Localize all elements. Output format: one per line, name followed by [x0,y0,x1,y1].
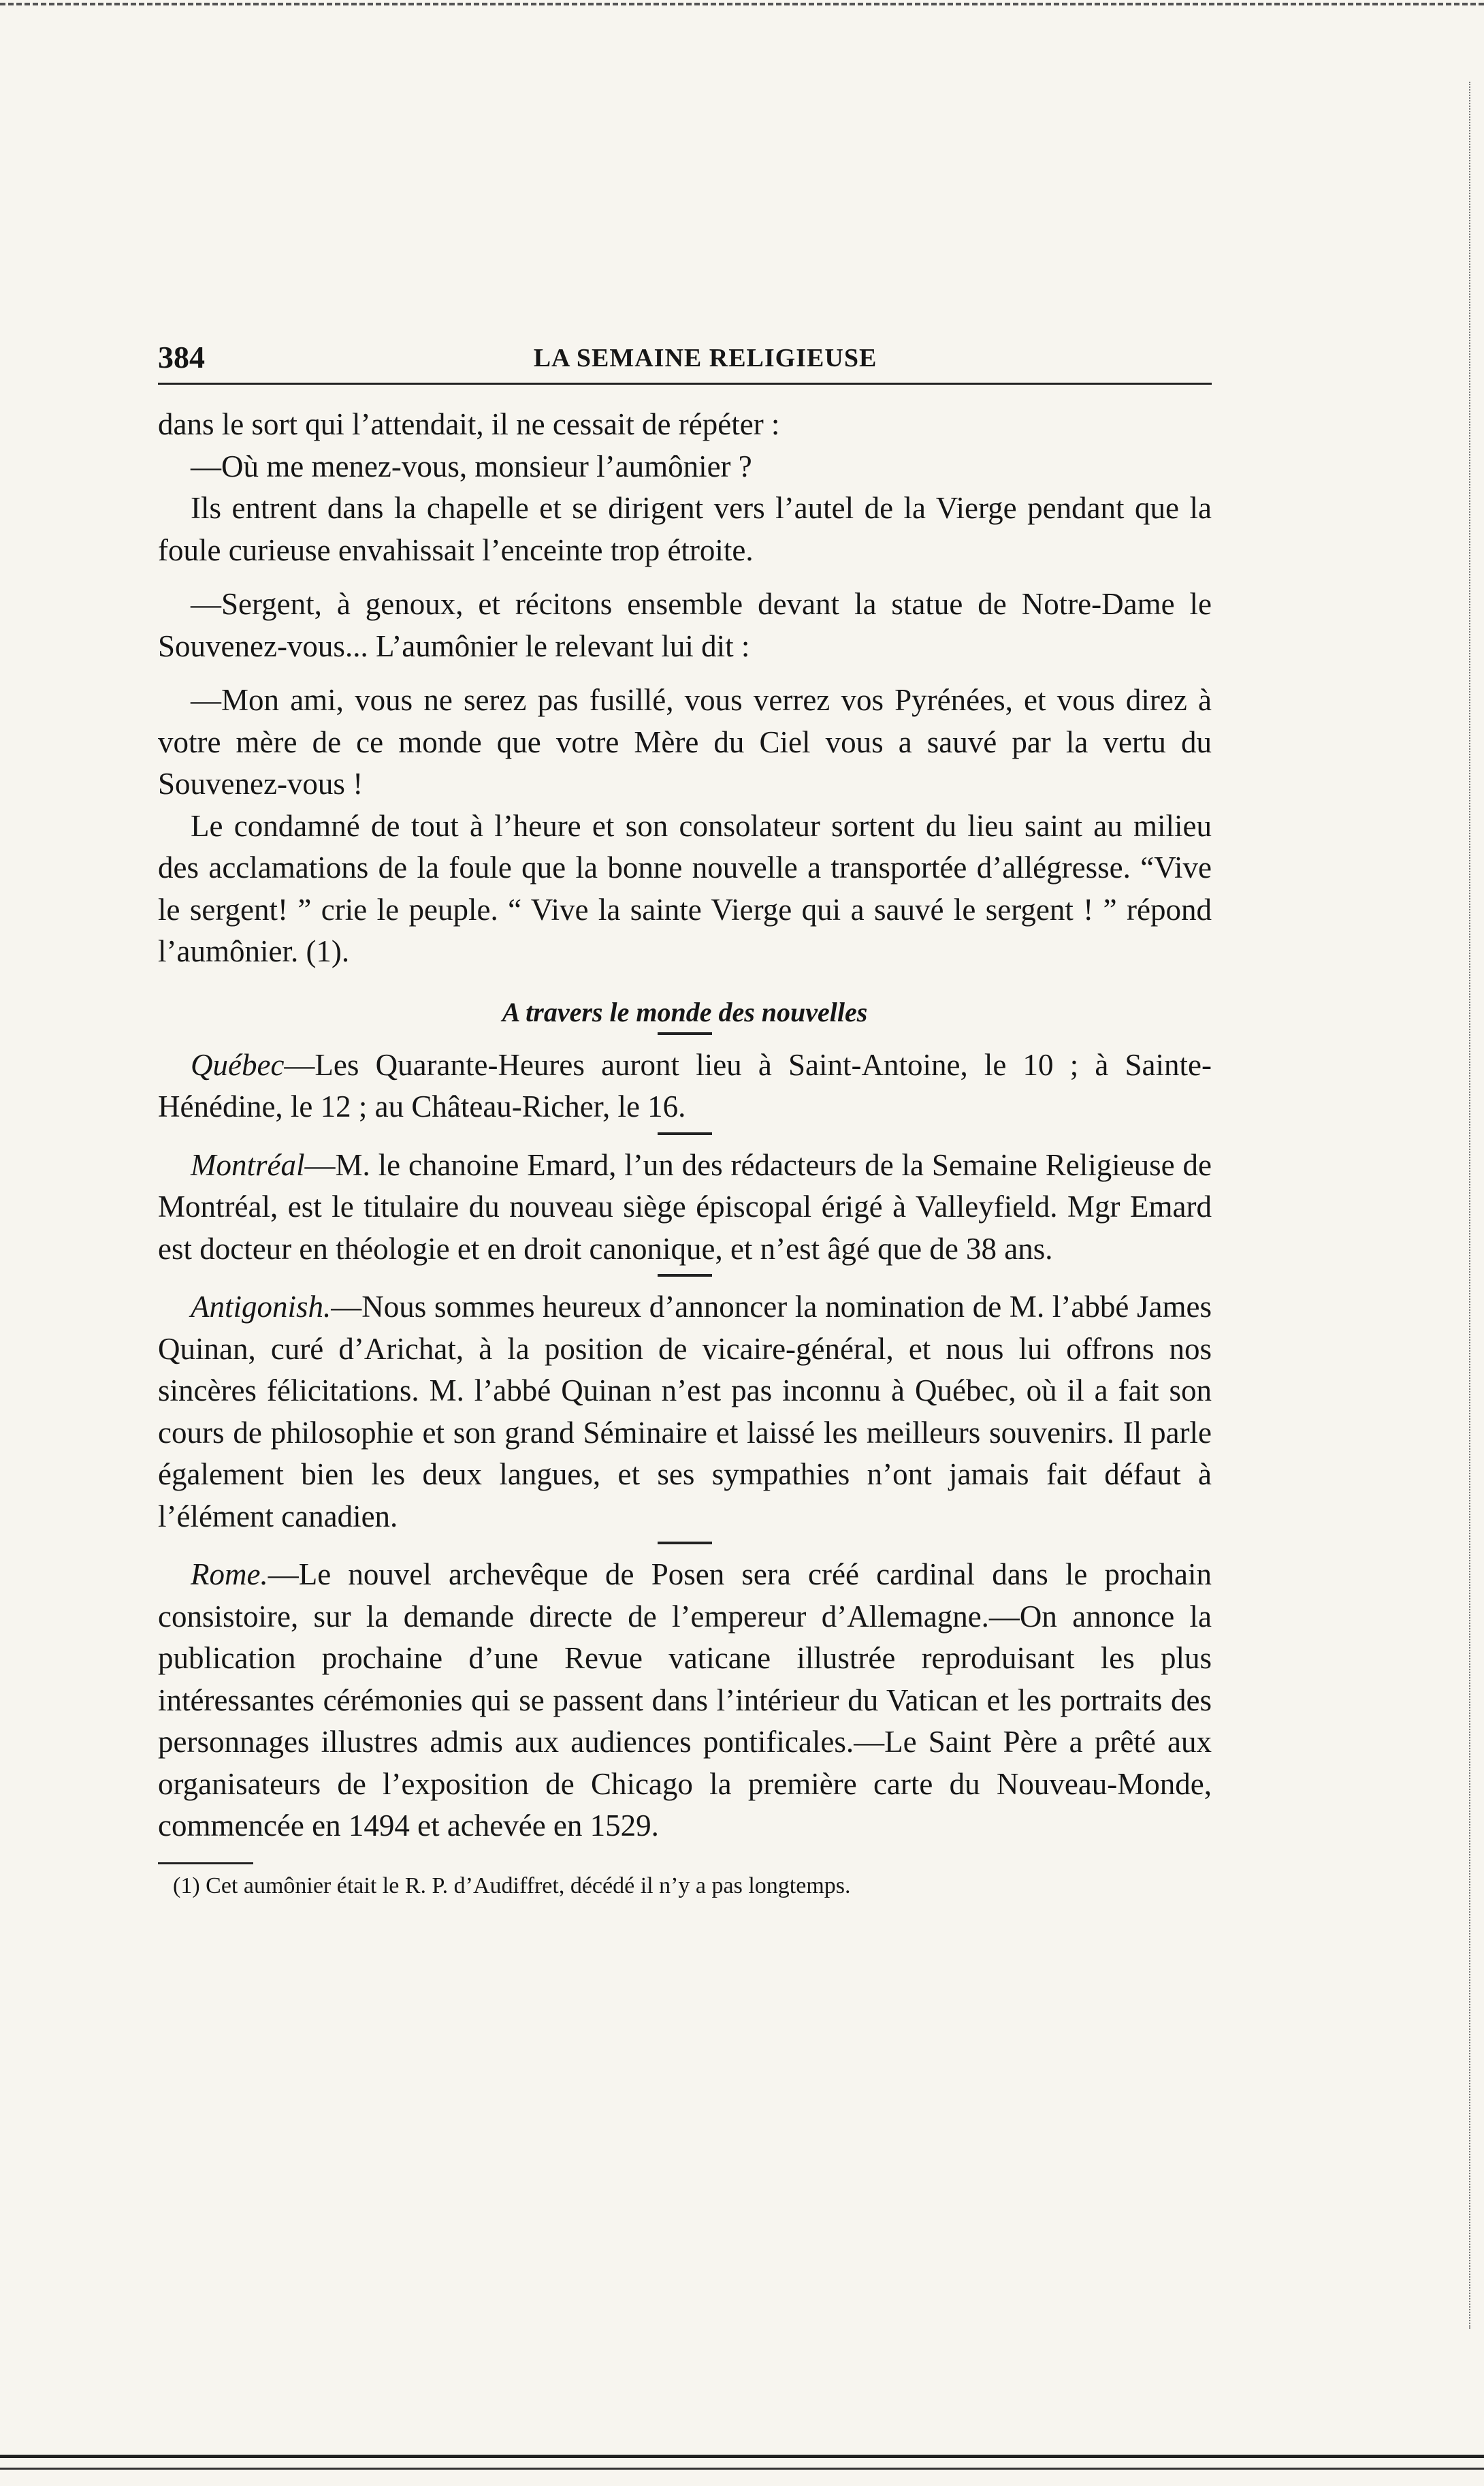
news-heading: A travers le monde des nouvelles [502,996,868,1027]
news-item-quebec [158,1045,1212,1128]
news-item-antigonish [158,1286,1212,1537]
news-place: Rome. [191,1557,268,1591]
footnote: (1) Cet aumônier était le R. P. d’Audiffret, décédé il n’y a pas longtemps. [173,1873,851,1898]
paragraph-gap [158,667,1212,680]
header-rule [158,383,1212,385]
section-divider [658,1274,712,1277]
page-header [158,334,1212,383]
story-paragraph: dans le sort qui l’attendait, il ne cessait de répéter : [158,407,780,441]
news-text: —Nous sommes heureux d’annoncer la nomination de M. l’abbé James Quinan, curé d’Arichat, à la position de vicaire-général, et nous lui offrons nos sincères félicitations. M. l’abbé Quinan n’est pas inconnu à Québec, où il a fait son cours de philosophie et son grand Séminaire et laissé les meilleurs souvenirs. Il parle également bien les deux langues, et ses sympathies n’ont jamais fait défaut à l’élément canadien. [158,1290,1212,1533]
section-divider [658,1542,712,1544]
page-number: 384 [158,340,205,375]
paragraph-gap [158,571,1212,584]
story-paragraph: —Mon ami, vous ne serez pas fusillé, vous verrez vos Pyrénées, et vous direz à votre mère de ce monde que votre Mère du Ciel vous a sauvé par la vertu du Souvenez-vous ! [158,683,1212,801]
news-text: —M. le chanoine Emard, l’un des rédacteurs de la Semaine Religieuse de Montréal, est le titulaire du nouveau siège épiscopal érigé à Valleyfield. Mgr Emard est docteur en théologie et en droit canonique, et n’est âgé que de 38 ans. [158,1147,1212,1266]
news-item-rome [158,1554,1212,1847]
story-paragraph: Ils entrent dans la chapelle et se dirigent vers l’autel de la Vierge pendant que la foule curieuse envahissait l’enceinte trop étroite. [158,491,1212,567]
news-place: Antigonish. [191,1290,332,1324]
page-body [158,334,1212,1901]
section-divider [658,1032,712,1035]
news-place: Montréal [191,1147,305,1182]
story-paragraph: —Où me menez-vous, monsieur l’aumônier ? [191,449,752,483]
story-paragraph: —Sergent, à genoux, et récitons ensemble devant la statue de Notre-Dame le Souvenez-vous... L’aumônier le relevant lui dit : [158,587,1212,663]
footnote-rule [158,1862,253,1864]
running-title: LA SEMAINE RELIGIEUSE [533,344,877,372]
scan-edge-bottom [0,2455,1484,2470]
section-divider [658,1132,712,1135]
scan-edge-top [0,3,1484,5]
story-paragraph: Le condamné de tout à l’heure et son consolateur sortent du lieu saint au milieu des acclamations de la foule que la bonne nouvelle a transportée d’allégresse. “Vive le sergent! ” crie le peuple. “ Vive la sainte Vierge qui a sauvé le sergent ! ” répond l’aumônier. (1). [158,808,1212,968]
news-place: Québec [191,1047,285,1082]
news-text: —Les Quarante-Heures auront lieu à Saint-Antoine, le 10 ; à Sainte-Hénédine, le 12 ; au Château-Richer, le 16. [158,1047,1212,1124]
news-text: —Le nouvel archevêque de Posen sera créé cardinal dans le prochain consistoire, sur la demande directe de l’empereur d’Allemagne.—On annonce la publication prochaine d’une Revue vaticane illustrée reproduisant les plus intéressantes cérémonies qui se passent dans l’intérieur du Vatican et les portraits des personnages illustres admis aux audiences pontificales.—Le Saint Père a prêté aux organisateurs de l’exposition de Chicago la première carte du Nouveau-Monde, commencée en 1494 et achevée en 1529. [158,1557,1212,1843]
scan-edge-right [1469,82,1470,2329]
news-item-montreal [158,1145,1212,1271]
